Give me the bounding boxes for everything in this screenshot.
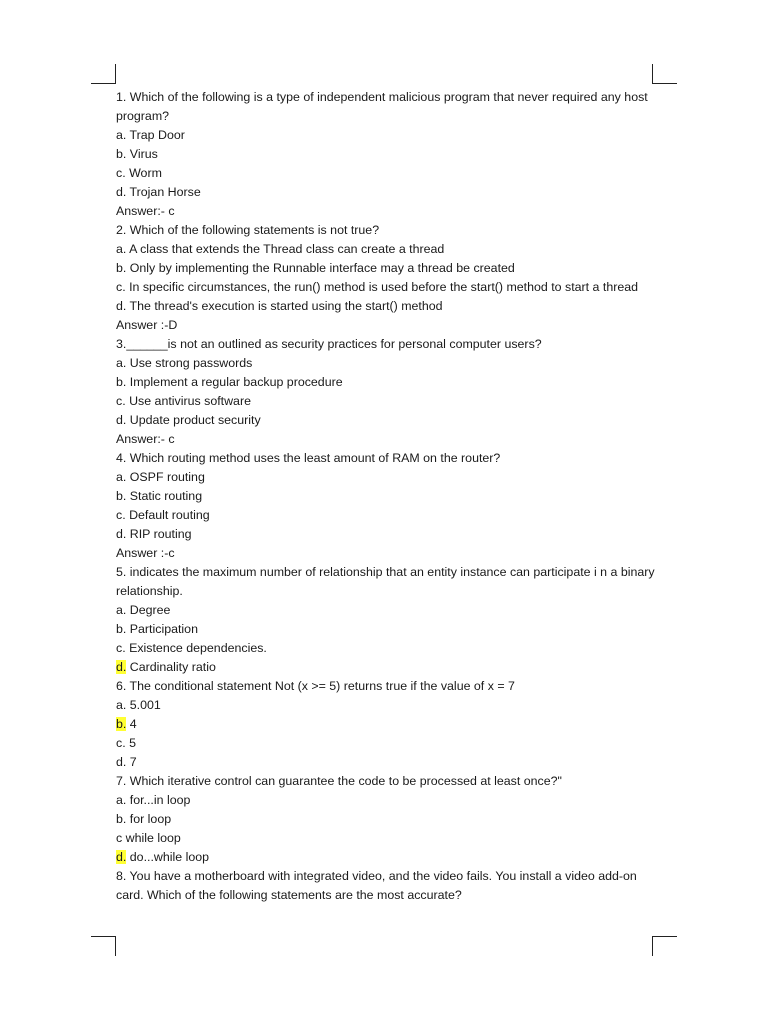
text-line-content: d. Trojan Horse [116, 185, 201, 199]
text-line [116, 221, 664, 240]
text-line-content: c. Use antivirus software [116, 394, 251, 408]
text-line-content: Answer:- c [116, 204, 175, 218]
text-line-content: d. RIP routing [116, 527, 192, 541]
text-line [116, 734, 664, 753]
text-line-content: Answer:- c [116, 432, 175, 446]
text-line [116, 677, 664, 696]
document-body [116, 88, 664, 905]
text-line-content: Answer :-c [116, 546, 175, 560]
text-line [116, 278, 664, 297]
text-line [116, 829, 664, 848]
text-line-content: a. Degree [116, 603, 171, 617]
text-line-content: 6. The conditional statement Not (x >= 5) returns true if the value of x = 7 [116, 679, 515, 693]
text-line [116, 810, 664, 829]
text-line-content: 8. You have a motherboard with integrated video, and the video fails. You install a video add-on card. Which of the following statements are the most accurate? [116, 869, 637, 902]
text-line [116, 126, 664, 145]
text-line [116, 240, 664, 259]
text-line [116, 202, 664, 221]
text-line-content: c. In specific circumstances, the run() method is used before the start() method to start a thread [116, 280, 639, 294]
text-line-content: b. for loop [116, 812, 172, 826]
text-line [116, 297, 664, 316]
text-line [116, 772, 664, 791]
text-line [116, 544, 664, 563]
text-line [116, 867, 664, 905]
text-line [116, 183, 664, 202]
text-line-content: b. Virus [116, 147, 158, 161]
text-line-content: c while loop [116, 831, 181, 845]
text-line [116, 506, 664, 525]
text-line [116, 392, 664, 411]
text-line [116, 658, 664, 677]
text-line [116, 373, 664, 392]
text-line-content: b. Only by implementing the Runnable interface may a thread be created [116, 261, 515, 275]
text-line [116, 316, 664, 335]
text-line-content: d. 7 [116, 755, 137, 769]
text-line-content: 4 [126, 717, 137, 731]
text-line [116, 791, 664, 810]
text-line-content: d. Update product security [116, 413, 261, 427]
text-line [116, 715, 664, 734]
text-line-content: a. 5.001 [116, 698, 161, 712]
text-line-content: 5. indicates the maximum number of relationship that an entity instance can participate i n a binary relationship. [116, 565, 655, 598]
text-line-content: Cardinality ratio [126, 660, 216, 674]
text-line-content: 7. Which iterative control can guarantee the code to be processed at least once?" [116, 774, 562, 788]
text-line-content: 4. Which routing method uses the least amount of RAM on the router? [116, 451, 501, 465]
text-line [116, 525, 664, 544]
text-line-content: 2. Which of the following statements is not true? [116, 223, 380, 237]
text-line [116, 848, 664, 867]
text-line-content: b. Participation [116, 622, 198, 636]
text-line [116, 487, 664, 506]
text-line-content: a. A class that extends the Thread class can create a thread [116, 242, 445, 256]
text-line-content: c. 5 [116, 736, 136, 750]
highlighted-option-letter: b. [116, 717, 127, 731]
text-line-content: a. Use strong passwords [116, 356, 253, 370]
text-line [116, 259, 664, 278]
text-line [116, 449, 664, 468]
text-line [116, 696, 664, 715]
text-line [116, 335, 664, 354]
text-line [116, 601, 664, 620]
text-line-content: a. for...in loop [116, 793, 191, 807]
text-line-content: c. Worm [116, 166, 162, 180]
text-line-content: Answer :-D [116, 318, 178, 332]
text-line-content: a. Trap Door [116, 128, 185, 142]
text-line [116, 468, 664, 487]
text-line [116, 164, 664, 183]
text-line [116, 753, 664, 772]
text-line [116, 430, 664, 449]
text-line [116, 354, 664, 373]
text-line-content: 1. Which of the following is a type of independent malicious program that never required any host program? [116, 90, 648, 123]
text-line-content: d. The thread's execution is started using the start() method [116, 299, 443, 313]
highlighted-option-letter: d. [116, 850, 127, 864]
text-line-content: a. OSPF routing [116, 470, 205, 484]
text-line [116, 88, 664, 126]
text-line-content: b. Implement a regular backup procedure [116, 375, 343, 389]
text-line-content: 3.______is not an outlined as security practices for personal computer users? [116, 337, 542, 351]
text-line [116, 411, 664, 430]
text-line [116, 620, 664, 639]
text-line-content: b. Static routing [116, 489, 203, 503]
text-line-content: c. Existence dependencies. [116, 641, 267, 655]
text-line [116, 145, 664, 164]
text-line [116, 639, 664, 658]
text-line-content: c. Default routing [116, 508, 210, 522]
text-line-content: do...while loop [126, 850, 210, 864]
highlighted-option-letter: d. [116, 660, 127, 674]
text-line [116, 563, 664, 601]
